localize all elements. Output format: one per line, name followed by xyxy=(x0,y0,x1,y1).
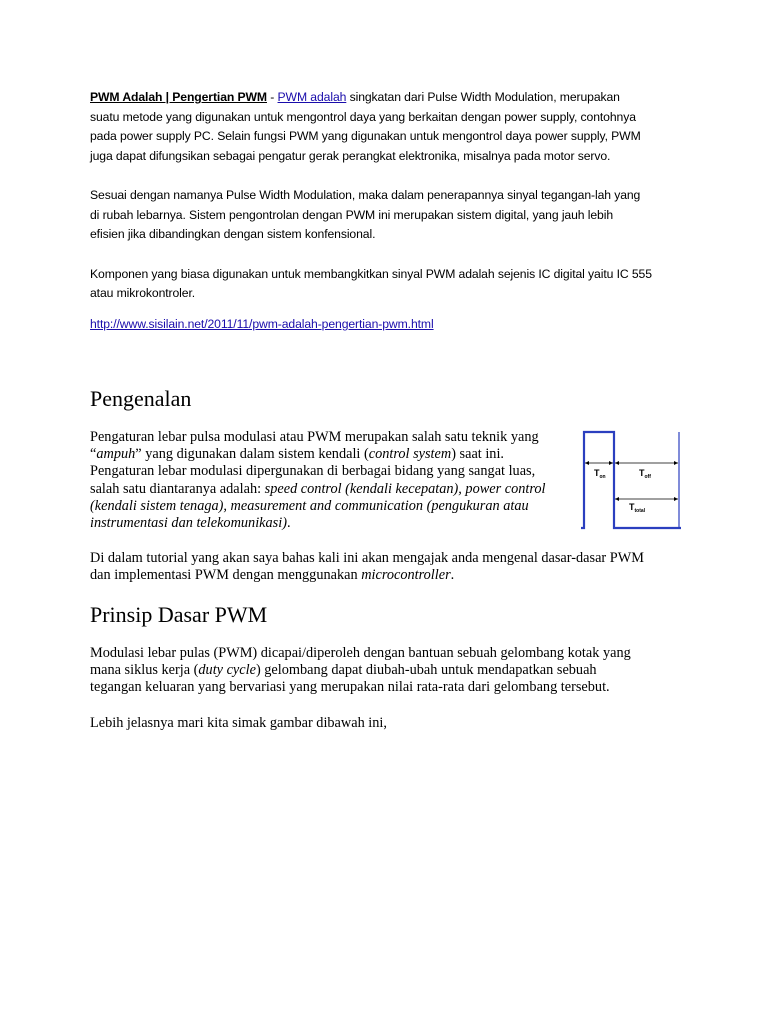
prinsip-p2-line-1: Lebih jelasnya mari kita simak gambar dibawah ini, xyxy=(90,715,387,731)
t-on-label-main: T xyxy=(594,468,600,478)
intro-p2-line-1: Sesuai dengan namanya Pulse Width Modulation, maka dalam penerapannya sinyal tegangan-lah yang xyxy=(90,188,641,202)
pwm-adalah-link[interactable]: PWM adalah xyxy=(277,90,347,104)
intro-p2-line-3: efisien jika dibandingkan dengan sistem konfensional. xyxy=(90,227,376,241)
prinsip-paragraph-1 xyxy=(90,645,690,697)
pengenalan-p1-line-6-italic: instrumentasi dan telekomunikasi) xyxy=(90,515,287,532)
intro-p3-line-1: Komponen yang biasa digunakan untuk membangkitkan sinyal PWM adalah sejenis IC digital yaitu IC 555 xyxy=(90,266,652,281)
intro-p1-line-2: suatu metode yang digunakan untuk mengontrol daya yang berkaitan dengan power supply, contohnya xyxy=(90,109,636,124)
pengenalan-heading: Pengenalan xyxy=(90,386,192,411)
pengenalan-paragraph-2 xyxy=(90,550,690,584)
microcontroller-text: microcontroller xyxy=(361,567,451,584)
intro-p1-line-3: pada power supply PC. Selain fungsi PWM yang digunakan untuk mengontrol daya power supply, PWM xyxy=(90,129,641,143)
pengenalan-p2-line-1: Di dalam tutorial yang akan saya bahas kali ini akan mengajak anda mengenal dasar-dasar PWM xyxy=(90,550,644,566)
pengenalan-p2-line-2 xyxy=(90,567,690,584)
intro-section xyxy=(90,88,690,334)
figure-background xyxy=(581,430,681,530)
control-system-text: control system xyxy=(368,446,452,463)
pengenalan-p1-line-5 xyxy=(90,498,580,515)
open-quote: “ xyxy=(90,446,97,463)
prinsip-heading: Prinsip Dasar PWM xyxy=(90,602,268,627)
pengenalan-paragraph-1 xyxy=(90,429,580,532)
prinsip-p1-line-2-start: mana siklus kerja ( xyxy=(90,662,199,679)
article-title-link[interactable]: PWM Adalah | Pengertian PWM xyxy=(90,90,267,104)
pengenalan-p1-line-5-italic: (kendali sistem tenaga), measurement and communication (pengukuran atau xyxy=(90,497,529,514)
pengenalan-p1-line-4-start: salah satu diantaranya adalah: xyxy=(90,480,265,497)
pwm-waveform-figure xyxy=(581,430,681,530)
pengenalan-p1-line-2-end: ) saat ini. xyxy=(451,446,505,463)
t-off-label-sub: off xyxy=(644,474,651,480)
pengenalan-p2-line-2-start: dan implementasi PWM dengan menggunakan xyxy=(90,567,362,584)
prinsip-p1-line-1: Modulasi lebar pulas (PWM) dicapai/diperoleh dengan bantuan sebuah gelombang kotak yang xyxy=(90,645,631,661)
pengenalan-p1-line-3: Pengaturan lebar modulasi dipergunakan di berbagai bidang yang sangat luas, xyxy=(90,463,536,480)
t-total-label-sub: total xyxy=(634,508,646,514)
t-total-label-main: T xyxy=(629,502,635,512)
source-url-link[interactable]: http://www.sisilain.net/2011/11/pwm-adalah-pengertian-pwm.html xyxy=(90,316,434,331)
prinsip-p1-line-3: tegangan keluaran yang bervariasi yang merupakan nilai rata-rata dari gelombang tersebut. xyxy=(90,679,610,696)
prinsip-paragraph-2 xyxy=(90,715,690,732)
t-on-label-sub: on xyxy=(599,474,606,480)
pengenalan-p1-line-4-italic: speed control (kendali kecepatan), power control xyxy=(264,480,546,497)
intro-paragraph-1 xyxy=(90,88,690,166)
intro-p1-line-1 xyxy=(90,88,690,108)
intro-p3-line-2: atau mikrokontroler. xyxy=(90,286,196,300)
pengenalan-p2-line-2-end: . xyxy=(450,567,455,584)
pengenalan-p1-line-2 xyxy=(90,446,580,463)
prinsip-p1-line-2-end: ) gelombang dapat diubah-ubah untuk mendapatkan sebuah xyxy=(255,662,597,679)
pengenalan-p1-line-6-end: . xyxy=(286,515,291,532)
pengenalan-p1-line-6 xyxy=(90,515,580,532)
ampuh-text: ampuh xyxy=(96,446,136,463)
source-paragraph xyxy=(90,315,690,335)
prinsip-p1-line-2 xyxy=(90,662,690,679)
intro-paragraph-3 xyxy=(90,265,690,304)
intro-p1-line-1-rest: singkatan dari Pulse Width Modulation, merupakan xyxy=(346,90,620,104)
intro-p2-line-2: di rubah lebarnya. Sistem pengontrolan dengan PWM ini merupakan sistem digital, yang jauh lebih xyxy=(90,207,613,222)
duty-cycle-text: duty cycle xyxy=(198,662,256,679)
intro-paragraph-2 xyxy=(90,186,690,245)
pengenalan-p1-line-4 xyxy=(90,481,580,498)
title-dash: - xyxy=(267,90,278,104)
pengenalan-p1-line-2-mid: ” yang digunakan dalam sistem kendali ( xyxy=(135,446,369,463)
t-off-label-main: T xyxy=(639,468,645,478)
intro-p1-line-4: juga dapat difungsikan sebagai pengatur gerak perangkat elektronika, misalnya pada motor servo. xyxy=(90,148,611,163)
pengenalan-p1-line-1: Pengaturan lebar pulsa modulasi atau PWM merupakan salah satu teknik yang xyxy=(90,429,539,445)
